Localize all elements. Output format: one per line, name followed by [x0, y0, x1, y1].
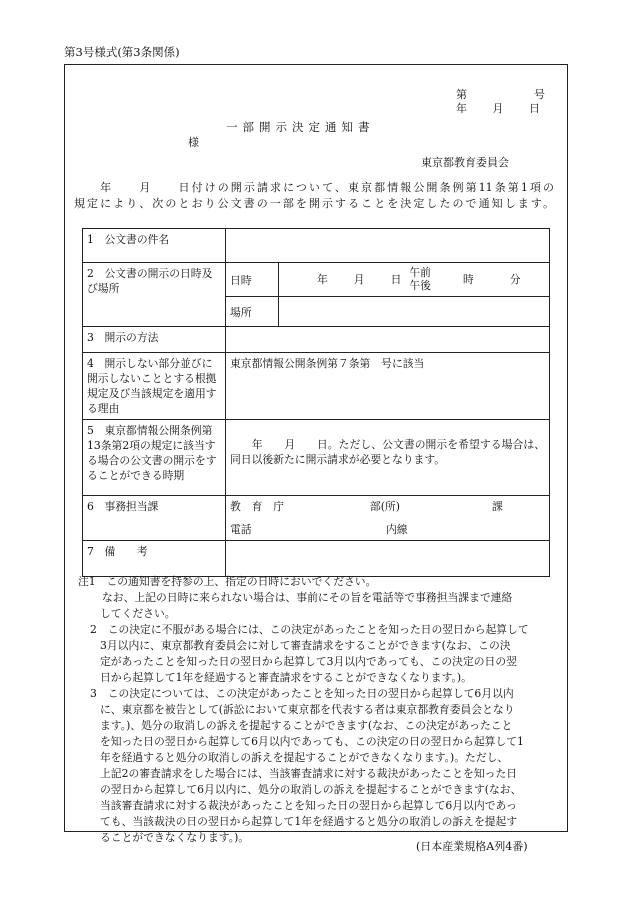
document-title: 一部開示決定通知書 — [226, 120, 375, 134]
label-datetime-place: 2 公文書の開示の日時及び場所 — [83, 263, 226, 327]
note-1-line: なお、上記の日時に来られない場合は、事前にその旨を電話等で事務担当課まで連絡 — [102, 591, 513, 604]
value-nondisclosure: 東京都情報公開条例第７条第 号に該当 — [226, 353, 550, 420]
note-3-line: 上記2の審査請求をした場合には、当該審査請求に対する裁決があったことを知った日 — [100, 767, 518, 780]
addressee-suffix: 様 — [188, 136, 199, 149]
value-place — [279, 297, 550, 327]
label-disclosure-time: 5 東京都情報公開条例第13条第2項の規定に該当する場合の公文書の開示をすることができる時期 — [83, 420, 226, 496]
note-2-line: 2 この決定に不服がある場合には、この決定があったことを知った日の翌日から起算して — [90, 623, 529, 636]
row-method — [83, 327, 550, 353]
notice-table — [82, 228, 550, 577]
intro-line-2: 規定により、次のとおり公文書の一部を開示することを決定したので通知します。 — [74, 197, 554, 210]
note-3-line: の翌日から起算して6月以内に、処分の取消しの訴えを提起することができます(なお、 — [100, 783, 522, 796]
note-3-line: 当該審査請求に対する裁決があったことを知った日の翌日から起算して6月以内であっ — [100, 799, 517, 812]
note-3-line: を知った日の翌日から起算して6月以内であっても、この決定の日の翌日から起算して1 — [100, 735, 524, 748]
date-month: 月 — [492, 102, 504, 115]
value-method — [226, 327, 550, 353]
row-office — [83, 496, 550, 541]
note-3-line: ます。)、処分の取消しの訴えを提起することができます(なお、この決定があったこと — [100, 719, 513, 732]
note-2-line: 定があったことを知った日の翌日から起算して3月以内であっても、この決定の日の翌 — [100, 655, 517, 668]
note-2-line: 3月以内に、東京都教育委員会に対して審査請求をすることができます(なお、この決 — [100, 639, 511, 652]
row-document-name — [83, 229, 550, 263]
row-nondisclosure — [83, 353, 550, 420]
value-document-name — [226, 229, 550, 263]
note-3-line: 3 この決定については、この決定があったことを知った日の翌日から起算して6月以内 — [90, 687, 514, 700]
notes — [78, 574, 564, 846]
value-office: 教 育 庁 部(所) 課 電話 内線 — [226, 496, 550, 541]
intro-line-1: 年 月 日付けの開示請求について、東京都情報公開条例第11条第1項の — [74, 181, 554, 194]
note-1-line: 注1 この通知書を持参の上、指定の日時においでください。 — [78, 575, 377, 588]
row-disclosure-time — [83, 420, 550, 496]
label-method: 3 開示の方法 — [83, 327, 226, 353]
value-disclosure-time: 年 月 日。ただし、公文書の開示を希望する場合は、同日以後新たに開示請求が必要となります。 — [226, 420, 550, 496]
note-2-line: 日から起算して1年を経過すると審査請求をすることができなくなります。)。 — [100, 671, 472, 684]
value-datetime: 年 月 日 午前 午後 時 分 — [279, 263, 550, 297]
date-year: 年 — [456, 102, 467, 115]
label-nondisclosure: 4 開示しない部分並びに開示しないこととする根拠規定及び当該規定を適用する理由 — [83, 353, 226, 420]
row-datetime — [83, 263, 550, 297]
label-place: 場所 — [226, 297, 279, 327]
date-day: 日 — [529, 102, 540, 115]
label-office: 6 事務担当課 — [83, 496, 226, 541]
paper-size-note: (日本産業規格A列4番) — [416, 840, 528, 853]
issuer-name: 東京都教育委員会 — [421, 156, 509, 169]
note-3-line: ることができなくなります。)。 — [100, 831, 250, 844]
note-3-line: に、東京都を被告として(訴訟において東京都を代表する者は東京都教育委員会となり — [100, 703, 515, 716]
label-document-name: 1 公文書の件名 — [83, 229, 226, 263]
number-dai: 第 — [456, 88, 467, 101]
label-remarks: 7 備 考 — [83, 541, 226, 577]
note-3-line: 年を経過すると処分の取消しの訴えを提起することができなくなります。)。ただし、 — [100, 751, 509, 764]
form-label: 第3号様式(第3条関係) — [64, 45, 180, 59]
note-3-line: ても、当該裁決の日の翌日から起算して1年を経過すると処分の取消しの訴えを提起す — [100, 815, 518, 828]
value-remarks — [226, 541, 550, 577]
note-1-line: してください。 — [100, 607, 176, 620]
label-datetime: 日時 — [226, 263, 279, 297]
issue-date — [456, 100, 540, 116]
number-go: 号 — [534, 88, 545, 101]
row-remarks — [83, 541, 550, 577]
